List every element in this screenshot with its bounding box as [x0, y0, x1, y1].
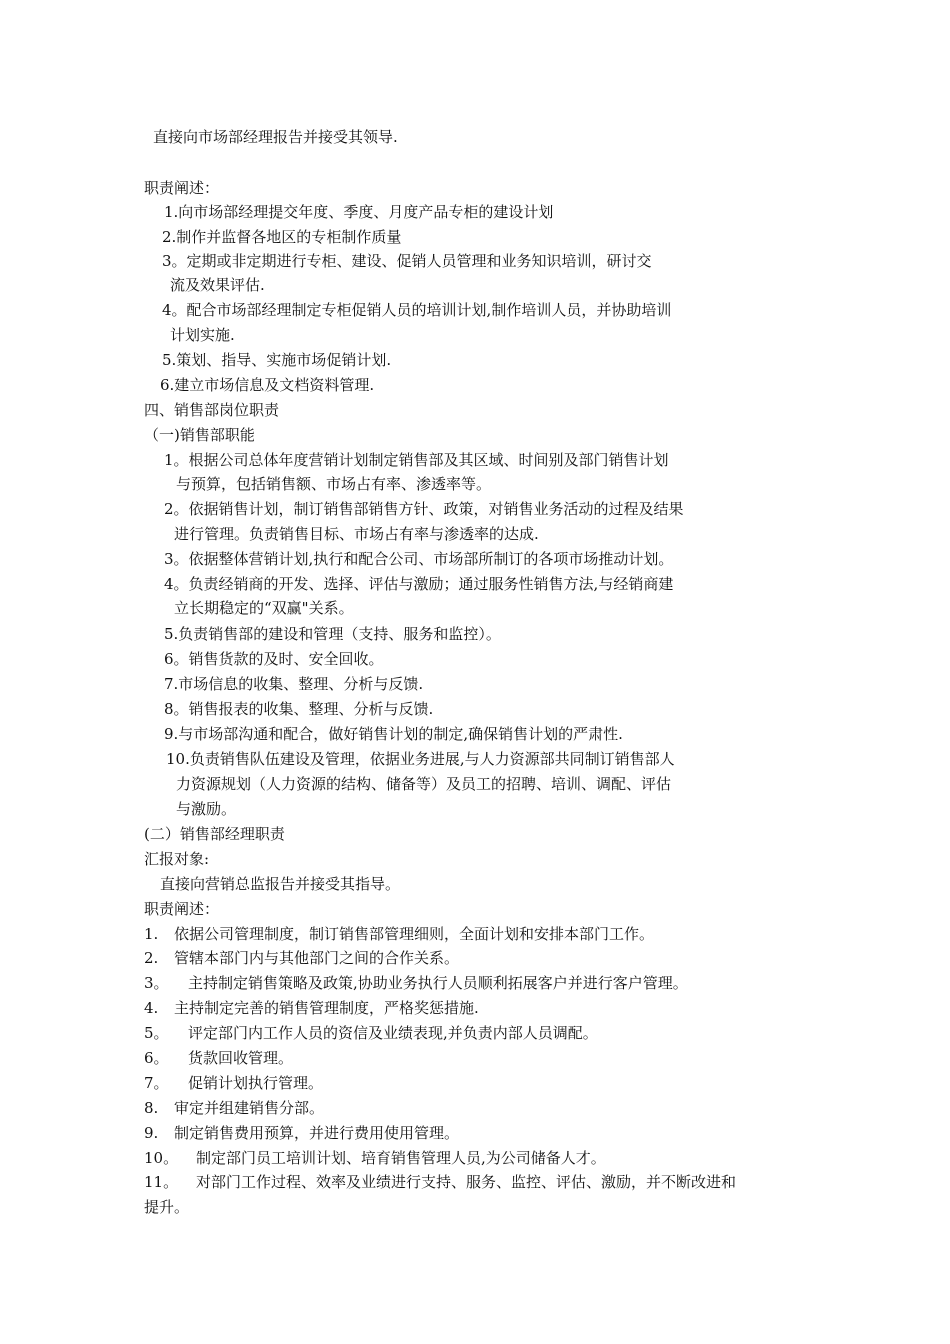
function-line-cont: 与激励。	[176, 800, 237, 818]
function-line: 10.负责销售队伍建设及管理，依据业务进展,与人力资源部共同制订销售部人	[166, 750, 675, 768]
manager-duty-item	[144, 1048, 293, 1068]
function-line: 4。负责经销商的开发、选择、评估与激励；通过服务性销售方法,与经销商建	[164, 575, 674, 593]
manager-duty-item	[144, 1172, 736, 1192]
function-line: 9.与市场部沟通和配合，做好销售计划的制定,确保销售计划的严肃性.	[164, 725, 623, 743]
item-number: 3。	[144, 974, 169, 992]
duty-line: 3。定期或非定期进行专柜、建设、促销人员管理和业务知识培训，研讨交	[162, 252, 652, 270]
item-text: 货款回收管理。	[188, 1049, 294, 1067]
item-number: 7。	[144, 1074, 169, 1092]
duty-line-cont: 计划实施.	[170, 326, 235, 344]
duties-heading: 职责阐述：	[144, 900, 220, 918]
item-number: 6。	[144, 1049, 169, 1067]
item-text: 主持制定销售策略及政策,协助业务执行人员顺利拓展客户并进行客户管理。	[188, 974, 688, 992]
manager-duty-item	[144, 1148, 606, 1168]
manager-duty-item	[144, 973, 688, 993]
duty-line: 6.建立市场信息及文档资料管理.	[160, 376, 375, 394]
item-text: 评定部门内工作人员的资信及业绩表现,并负责内部人员调配。	[188, 1024, 598, 1042]
duties-heading: 职责阐述：	[144, 179, 220, 197]
item-text: 对部门工作过程、效率及业绩进行支持、服务、监控、评估、激励，并不断改进和	[196, 1173, 737, 1191]
item-number: 5。	[144, 1024, 169, 1042]
function-line-cont: 立长期稳定的“双赢"关系。	[174, 599, 354, 617]
item-number: 8.	[144, 1099, 159, 1117]
section-title: 四、销售部岗位职责	[144, 401, 280, 419]
manager-duty-item-cont: 提升。	[144, 1198, 190, 1216]
function-line: 5.负责销售部的建设和管理（支持、服务和监控）。	[164, 625, 501, 643]
item-text: 主持制定完善的销售管理制度，严格奖惩措施.	[174, 999, 479, 1017]
item-text: 审定并组建销售分部。	[174, 1099, 325, 1117]
item-number: 2.	[144, 949, 159, 967]
function-line: 3。依据整体营销计划,执行和配合公司、市场部所制订的各项市场推动计划。	[164, 550, 674, 568]
report-text: 直接向营销总监报告并接受其指导。	[160, 875, 401, 893]
item-number: 4.	[144, 999, 159, 1017]
function-line: 2。依据销售计划，制订销售部销售方针、政策，对销售业务活动的过程及结果	[164, 500, 684, 518]
function-line: 1。根据公司总体年度营销计划制定销售部及其区域、时间别及部门销售计划	[164, 451, 669, 469]
item-text: 制定销售费用预算，并进行费用使用管理。	[174, 1124, 460, 1142]
duty-line: 5.策划、指导、实施市场促销计划.	[162, 351, 392, 369]
item-number: 11。	[144, 1173, 179, 1191]
manager-duty-item	[144, 948, 459, 968]
item-text: 依据公司管理制度，制订销售部管理细则，全面计划和安排本部门工作。	[174, 925, 655, 943]
manager-duty-item	[144, 1098, 324, 1118]
duty-line: 2.制作并监督各地区的专柜制作质量	[162, 228, 402, 246]
item-text: 促销计划执行管理。	[188, 1074, 324, 1092]
duty-line: 4。配合市场部经理制定专柜促销人员的培训计划,制作培训人员，并协助培训	[162, 301, 672, 319]
function-line: 7.市场信息的收集、整理、分析与反馈.	[164, 675, 424, 693]
subsection-title: （一)销售部职能	[144, 426, 255, 444]
function-line-cont: 进行管理。负责销售目标、市场占有率与渗透率的达成.	[174, 525, 539, 543]
intro-line: 直接向市场部经理报告并接受其领导.	[153, 128, 398, 146]
function-line: 6。销售货款的及时、安全回收。	[164, 650, 384, 668]
item-text: 制定部门员工培训计划、培育销售管理人员,为公司储备人才。	[196, 1149, 606, 1167]
item-number: 1.	[144, 925, 159, 943]
item-number: 9.	[144, 1124, 159, 1142]
subsection-title: (二）销售部经理职责	[144, 825, 285, 843]
function-line-cont: 与预算，包括销售额、市场占有率、渗透率等。	[176, 475, 492, 493]
manager-duty-item	[144, 924, 654, 944]
manager-duty-item	[144, 1073, 323, 1093]
item-number: 10。	[144, 1149, 179, 1167]
function-line-cont: 力资源规划（人力资源的结构、储备等）及员工的招聘、培训、调配、评估	[176, 775, 672, 793]
manager-duty-item	[144, 1123, 459, 1143]
item-text: 管辖本部门内与其他部门之间的合作关系。	[174, 949, 460, 967]
report-label: 汇报对象:	[144, 850, 210, 868]
duty-line: 1.向市场部经理提交年度、季度、月度产品专柜的建设计划	[164, 203, 554, 221]
function-line: 8。销售报表的收集、整理、分析与反馈.	[164, 700, 434, 718]
manager-duty-item	[144, 1023, 598, 1043]
manager-duty-item	[144, 998, 479, 1018]
duty-line-cont: 流及效果评估.	[170, 276, 265, 294]
